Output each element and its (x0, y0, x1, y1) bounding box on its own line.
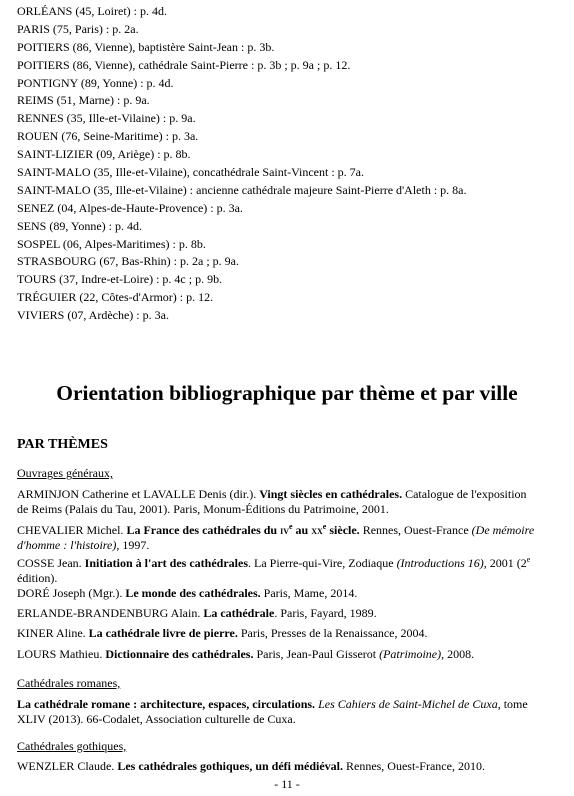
entry-title-part: siècle. (326, 523, 360, 537)
index-entry: SAINT-MALO (35, Ille-et-Vilaine) : ancienne cathédrale majeure Saint-Pierre d'Aleth : p. 8a. (17, 182, 467, 197)
century-numeral: xx (311, 523, 323, 537)
entry-title: La cathédrale romane : architecture, espaces, circulations. (17, 697, 316, 711)
index-entry: SAINT-LIZIER (09, Ariège) : p. 8b. (17, 147, 191, 162)
index-entry: SOSPEL (06, Alpes-Maritimes) : p. 8b. (17, 236, 206, 251)
index-entry: POITIERS (86, Vienne), cathédrale Saint-Pierre : p. 3b ; p. 9a ; p. 12. (17, 57, 351, 72)
superscript: e (322, 522, 327, 531)
entry-author: LOURS Mathieu. (17, 647, 106, 661)
entry-details: . La Pierre-qui-Vire, Zodiaque (248, 556, 397, 570)
index-entry: STRASBOURG (67, Bas-Rhin) : p. 2a ; p. 9a. (17, 254, 239, 269)
category-heading-general: Ouvrages généraux, (17, 466, 113, 480)
superscript: e (526, 555, 531, 564)
bibliography-entry-dore (17, 586, 537, 601)
entry-author: DORÉ Joseph (Mgr.). (17, 586, 126, 600)
section-title: Orientation bibliographique par thème et par ville (56, 381, 518, 405)
superscript: e (288, 522, 293, 531)
index-list (17, 3, 562, 325)
index-entry: ORLÉANS (45, Loiret) : p. 4d. (17, 4, 167, 18)
entry-details: Paris, Mame, 2014. (260, 586, 358, 600)
index-entry: TOURS (37, Indre-et-Loire) : p. 4c ; p. 9b. (17, 272, 223, 287)
entry-author: CHEVALIER Michel. (17, 523, 127, 537)
subsection-title: PAR THÈMES (17, 437, 108, 452)
entry-author: ARMINJON Catherine et LAVALLE Denis (dir.). (17, 487, 260, 501)
index-entry: SENS (89, Yonne) : p. 4d. (17, 218, 143, 233)
bibliography-entry-wenzler (17, 759, 537, 774)
page-number: - 11 - (274, 777, 300, 791)
entry-details: édition). (17, 570, 58, 585)
entry-title-part: La France des cathédrales du (126, 523, 281, 537)
bibliography-entry-erlande (17, 606, 537, 621)
bibliography-entry-kiner (17, 626, 537, 641)
entry-title: Les cathédrales gothiques, un défi médiéval. (117, 759, 343, 773)
century-numeral: iv (280, 523, 289, 537)
entry-details: . Paris, Fayard, 1989. (274, 606, 377, 620)
entry-details: Paris, Presses de la Renaissance, 2004. (237, 626, 428, 640)
index-entry: VIVIERS (07, Ardèche) : p. 3a. (17, 308, 169, 323)
category-heading-gothiques: Cathédrales gothiques, (17, 739, 127, 753)
entry-title: La cathédrale (203, 606, 275, 620)
index-entry: TRÉGUIER (22, Côtes-d'Armor) : p. 12. (17, 290, 214, 305)
entry-details: Rennes, Ouest-France (359, 523, 472, 537)
index-entry: REIMS (51, Marne) : p. 9a. (17, 93, 150, 108)
bibliography-entry-romane (17, 697, 537, 726)
bibliography-entry-arminjon (17, 487, 537, 516)
entry-journal: Les Cahiers de Saint-Michel de Cuxa (315, 697, 498, 711)
bibliography-entry-lours (17, 647, 537, 662)
index-entry: PONTIGNY (89, Yonne) : p. 4d. (17, 75, 174, 90)
entry-series: (Introductions 16) (396, 556, 484, 570)
bibliography-entry-cosse (17, 553, 537, 585)
category-heading-romanes: Cathédrales romanes, (17, 676, 121, 690)
index-entry: ROUEN (76, Seine-Maritime) : p. 3a. (17, 129, 199, 144)
entry-details: Paris, Jean-Paul Gisserot (253, 647, 380, 661)
entry-title: La cathédrale livre de pierre. (88, 626, 238, 640)
entry-title-part: au (292, 523, 312, 537)
entry-details: , tome XLIV (2013). 66-Codalet, Association culturelle de Cuxa. (17, 697, 528, 726)
index-entry: SENEZ (04, Alpes-de-Haute-Provence) : p. 3a. (17, 200, 243, 215)
entry-title: Le monde des cathédrales. (125, 586, 261, 600)
index-entry: RENNES (35, Ille-et-Vilaine) : p. 9a. (17, 111, 196, 126)
entry-title (126, 523, 359, 537)
entry-series: (De mémoire d'homme : l'histoire) (17, 523, 535, 552)
entry-details: , 2008. (441, 647, 475, 661)
entry-series: (Patrimoine) (379, 647, 442, 661)
entry-details: Rennes, Ouest-France, 2010. (342, 759, 485, 773)
index-entry: SAINT-MALO (35, Ille-et-Vilaine), concathédrale Saint-Vincent : p. 7a. (17, 165, 365, 180)
index-entry: POITIERS (86, Vienne), baptistère Saint-Jean : p. 3b. (17, 39, 275, 54)
entry-title: Vingt siècles en cathédrales. (259, 487, 403, 501)
entry-details: Catalogue de l'exposition de Reims (Palais du Tau, 2001). Paris, Monum-Éditions du Patrimoine, 2001. (17, 487, 527, 516)
entry-author: WENZLER Claude. (17, 759, 118, 773)
entry-details: , 1997. (116, 537, 150, 552)
entry-title: Initiation à l'art des cathédrales (84, 556, 248, 570)
entry-author: ERLANDE-BRANDENBURG Alain. (17, 606, 204, 620)
entry-author: KINER Aline. (17, 626, 89, 640)
entry-title: Dictionnaire des cathédrales. (105, 647, 254, 661)
entry-author: COSSE Jean. (17, 556, 85, 570)
bibliography-entry-chevalier (17, 520, 537, 552)
index-entry: PARIS (75, Paris) : p. 2a. (17, 21, 139, 36)
entry-details: , 2001 (2 (483, 556, 527, 570)
